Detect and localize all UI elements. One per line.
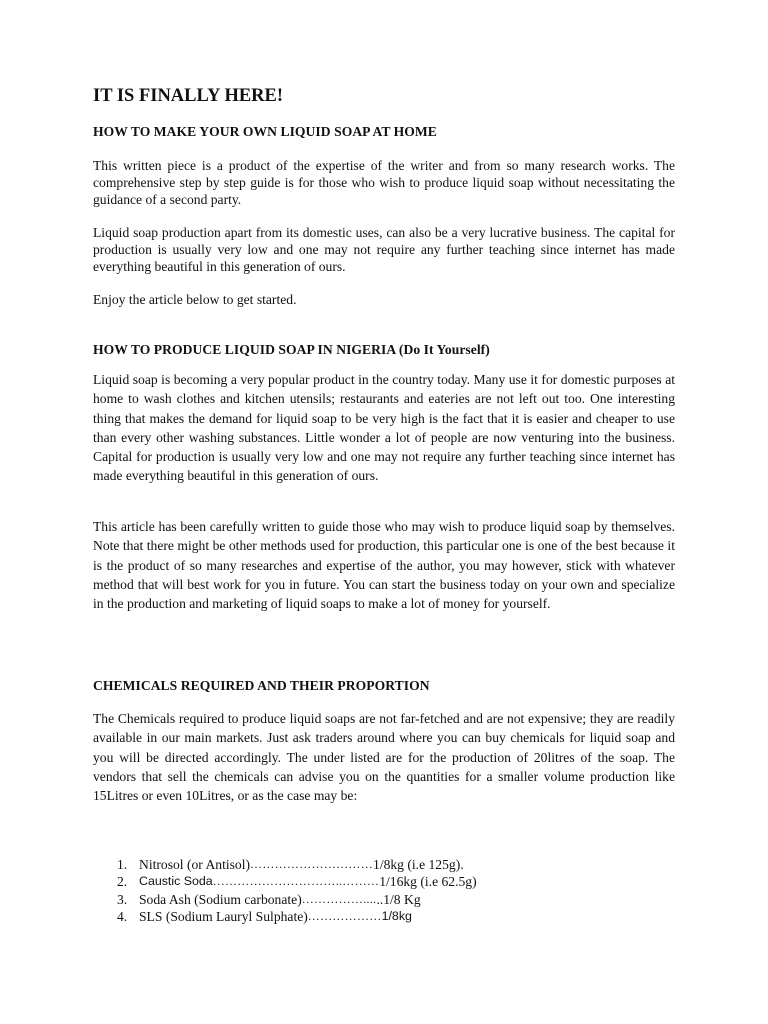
chemical-quantity: 1/8kg (i.e 125g). [373, 857, 464, 872]
chemical-quantity: ..1/8 Kg [376, 891, 421, 907]
chemical-quantity: 1/16kg (i.e 62.5g) [379, 874, 477, 890]
intro-paragraph-3: Enjoy the article below to get started. [93, 292, 297, 307]
section2-paragraph-2: This article has been carefully written to guide those who may wish to produce liquid soap by themselves. Note that there might be other methods used for production, this particular one is one of the best because it is the product of so many researches and expertise of the author, you may however, stick with whatever method that will best work for you in future. You can start the business today on your own and specialize in the production and marketing of liquid soaps to make a lot of money for yourself. [93, 519, 675, 612]
chemical-name: Nitrosol (or Antisol) [139, 857, 251, 872]
chemical-name: Caustic Soda [139, 874, 213, 889]
list-number: 2. [117, 874, 128, 890]
heading-chemicals-required: CHEMICALS REQUIRED AND THEIR PROPORTION [93, 678, 430, 693]
heading-make-liquid-soap: HOW TO MAKE YOUR OWN LIQUID SOAP AT HOME [93, 124, 437, 139]
leader-dots: …………….... [301, 891, 377, 906]
chemicals-paragraph: The Chemicals required to produce liquid soaps are not far-fetched and are not expensive; they are readily available in our main markets. Just ask traders around where you can buy chemicals for liquid soap and you will be directed accordingly. The under listed are for the production of 20litres of the soap. The vendors that sell the chemicals can advise you on the quantities for a smaller volume production like 15Litres or even 10Litres, or as the case may be: [93, 711, 675, 804]
leader-dots: ………………………… [250, 857, 374, 871]
list-item [93, 873, 653, 890]
leader-dots: ……………… [307, 909, 382, 924]
chemical-name: SLS (Sodium Lauryl Sulphate) [139, 909, 308, 925]
list-number: 4. [117, 909, 128, 925]
leader-dots: …………………………..……… [212, 874, 380, 889]
section2-paragraph-1: Liquid soap is becoming a very popular product in the country today. Many use it for domestic purposes at home to wash clothes and kitchen utensils; restaurants and eateries are not left out too. One interesting thing that makes the demand for liquid soap to be very high is the fact that it is easier and cheaper to use than every other washing substances. Little wonder a lot of people are now venturing into the business. Capital for production is usually very low and one may not require any further teaching since internet has made everything beautiful in this generation of ours. [93, 372, 675, 484]
document-title: IT IS FINALLY HERE! [93, 86, 284, 106]
list-item [93, 908, 653, 925]
intro-paragraph-2: Liquid soap production apart from its domestic uses, can also be a very lucrative business. The capital for production is usually very low and one may not require any further teaching since internet has made everything beautiful in this generation of ours. [93, 225, 675, 275]
list-number: 1. [117, 857, 128, 872]
chemical-name: Soda Ash (Sodium carbonate) [139, 891, 302, 907]
chemicals-list [93, 856, 653, 926]
intro-paragraph-1: This written piece is a product of the expertise of the writer and from so many research works. The comprehensive step by step guide is for those who wish to produce liquid soap without necessitating the guidance of a second party. [93, 158, 675, 208]
list-item [93, 856, 653, 873]
list-number: 3. [117, 891, 128, 907]
list-item [93, 891, 653, 908]
heading-produce-in-nigeria: HOW TO PRODUCE LIQUID SOAP IN NIGERIA (Do It Yourself) [93, 342, 490, 357]
chemical-quantity: 1/8kg [381, 909, 412, 924]
